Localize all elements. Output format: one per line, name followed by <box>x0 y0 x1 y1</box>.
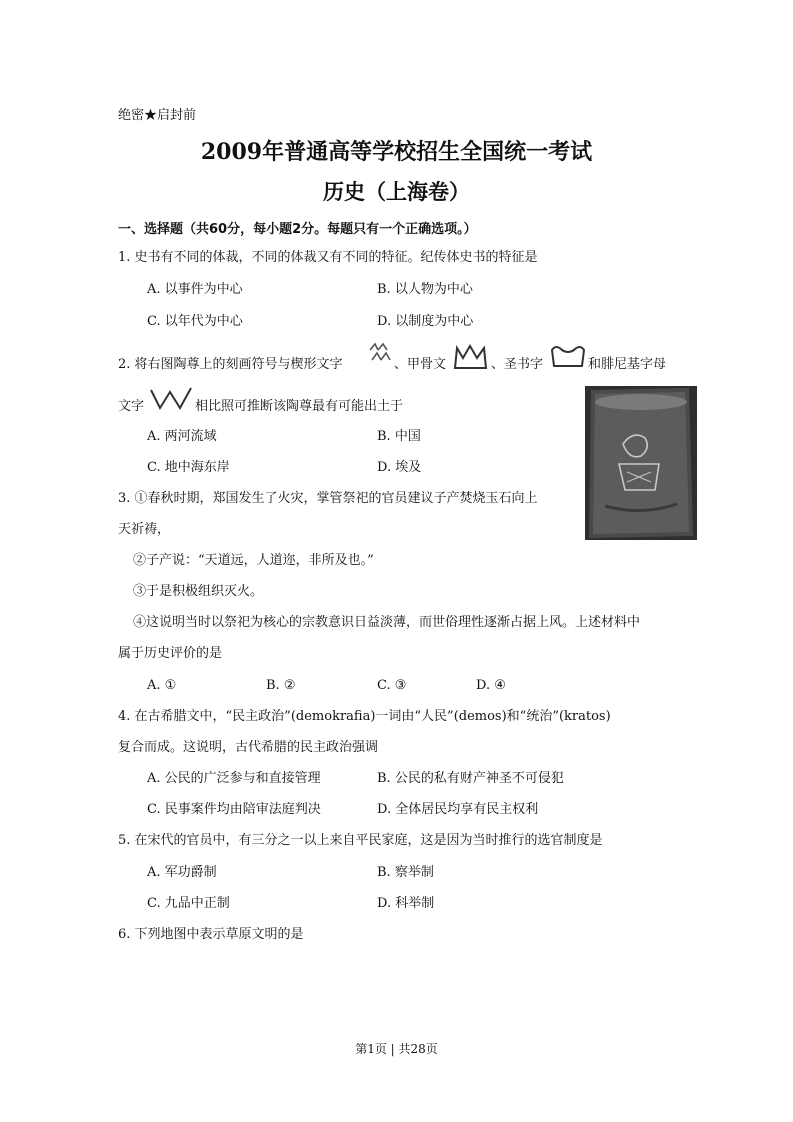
question-3-option-b[interactable]: B. ② <box>266 678 296 693</box>
question-3-option-d[interactable]: D. ④ <box>476 678 506 693</box>
section-heading: 一、选择题（共60分，每小题2分。每题只有一个正确选项。） <box>118 222 477 237</box>
confidential-label: 绝密★启封前 <box>118 108 197 123</box>
question-2-stem-part1: 2. 将右图陶尊上的刻画符号与楔形文字 <box>118 357 343 372</box>
question-3-line3: ②子产说：“天道远，人道迩，非所及也。” <box>133 553 374 568</box>
question-2-option-a[interactable]: A. 两河流域 <box>147 429 217 444</box>
question-3-line1: 3. ①春秋时期，郑国发生了火灾，掌管祭祀的官员建议子产焚烧玉石向上 <box>118 491 538 506</box>
question-1-stem: 1. 史书有不同的体裁，不同的体裁又有不同的特征。纪传体史书的特征是 <box>118 250 538 265</box>
question-5-stem: 5. 在宋代的官员中，有三分之一以上来自平民家庭，这是因为当时推行的选官制度是 <box>118 833 603 848</box>
question-4-line2: 复合而成。这说明，古代希腊的民主政治强调 <box>118 740 379 755</box>
question-2-option-c[interactable]: C. 地中海东岸 <box>147 460 230 475</box>
pottery-vessel-photo <box>585 386 697 540</box>
question-4-option-c[interactable]: C. 民事案件均由陪审法庭判决 <box>147 802 321 817</box>
question-2-stem-part3: 、圣书字 <box>491 357 544 372</box>
oracle-bone-symbol-image <box>451 342 491 372</box>
question-5-option-b[interactable]: B. 察举制 <box>377 865 434 880</box>
question-2-stem-part4: 和腓尼基字母 <box>588 357 667 372</box>
question-4-option-b[interactable]: B. 公民的私有财产神圣不可侵犯 <box>377 771 564 786</box>
exam-title: 2009年普通高等学校招生全国统一考试 <box>200 139 593 165</box>
question-4-option-a[interactable]: A. 公民的广泛参与和直接管理 <box>147 771 321 786</box>
question-2-stem-part2: 、甲骨文 <box>394 357 447 372</box>
question-2-option-d[interactable]: D. 埃及 <box>377 460 422 475</box>
question-3-option-c[interactable]: C. ③ <box>377 678 407 693</box>
hieroglyph-symbol-image <box>548 342 588 372</box>
question-5-option-c[interactable]: C. 九品中正制 <box>147 896 230 911</box>
question-1-option-a[interactable]: A. 以事件为中心 <box>147 282 243 297</box>
question-4-option-d[interactable]: D. 全体居民均享有民主权利 <box>377 802 539 817</box>
question-3-option-a[interactable]: A. ① <box>147 678 177 693</box>
question-3-line4: ③于是积极组织灭火。 <box>133 584 264 599</box>
question-1-option-c[interactable]: C. 以年代为中心 <box>147 314 243 329</box>
page-footer: 第1页 | 共28页 <box>355 1042 438 1056</box>
phoenician-symbol-image <box>148 384 194 412</box>
question-6-stem: 6. 下列地图中表示草原文明的是 <box>118 927 304 942</box>
cuneiform-symbol-image <box>366 340 394 364</box>
question-5-option-a[interactable]: A. 军功爵制 <box>147 865 217 880</box>
question-2-stem-line2-part1: 文字 <box>118 399 145 414</box>
question-3-line5: ④这说明当时以祭祀为核心的宗教意识日益淡薄，而世俗理性逐渐占据上风。上述材料中 <box>133 615 641 630</box>
question-1-option-b[interactable]: B. 以人物为中心 <box>377 282 473 297</box>
question-2-option-b[interactable]: B. 中国 <box>377 429 421 444</box>
question-3-line2: 天祈祷， <box>118 522 171 537</box>
question-2-stem-line2-part2: 相比照可推断该陶尊最有可能出土于 <box>195 399 404 414</box>
exam-subtitle: 历史（上海卷） <box>323 179 470 204</box>
question-4-line1: 4. 在古希腊文中，“民主政治”(demokrafia)一词由“人民”(demos)和“统治”(kratos) <box>118 709 611 724</box>
question-5-option-d[interactable]: D. 科举制 <box>377 896 435 911</box>
question-3-line6: 属于历史评价的是 <box>118 646 223 661</box>
question-1-option-d[interactable]: D. 以制度为中心 <box>377 314 474 329</box>
